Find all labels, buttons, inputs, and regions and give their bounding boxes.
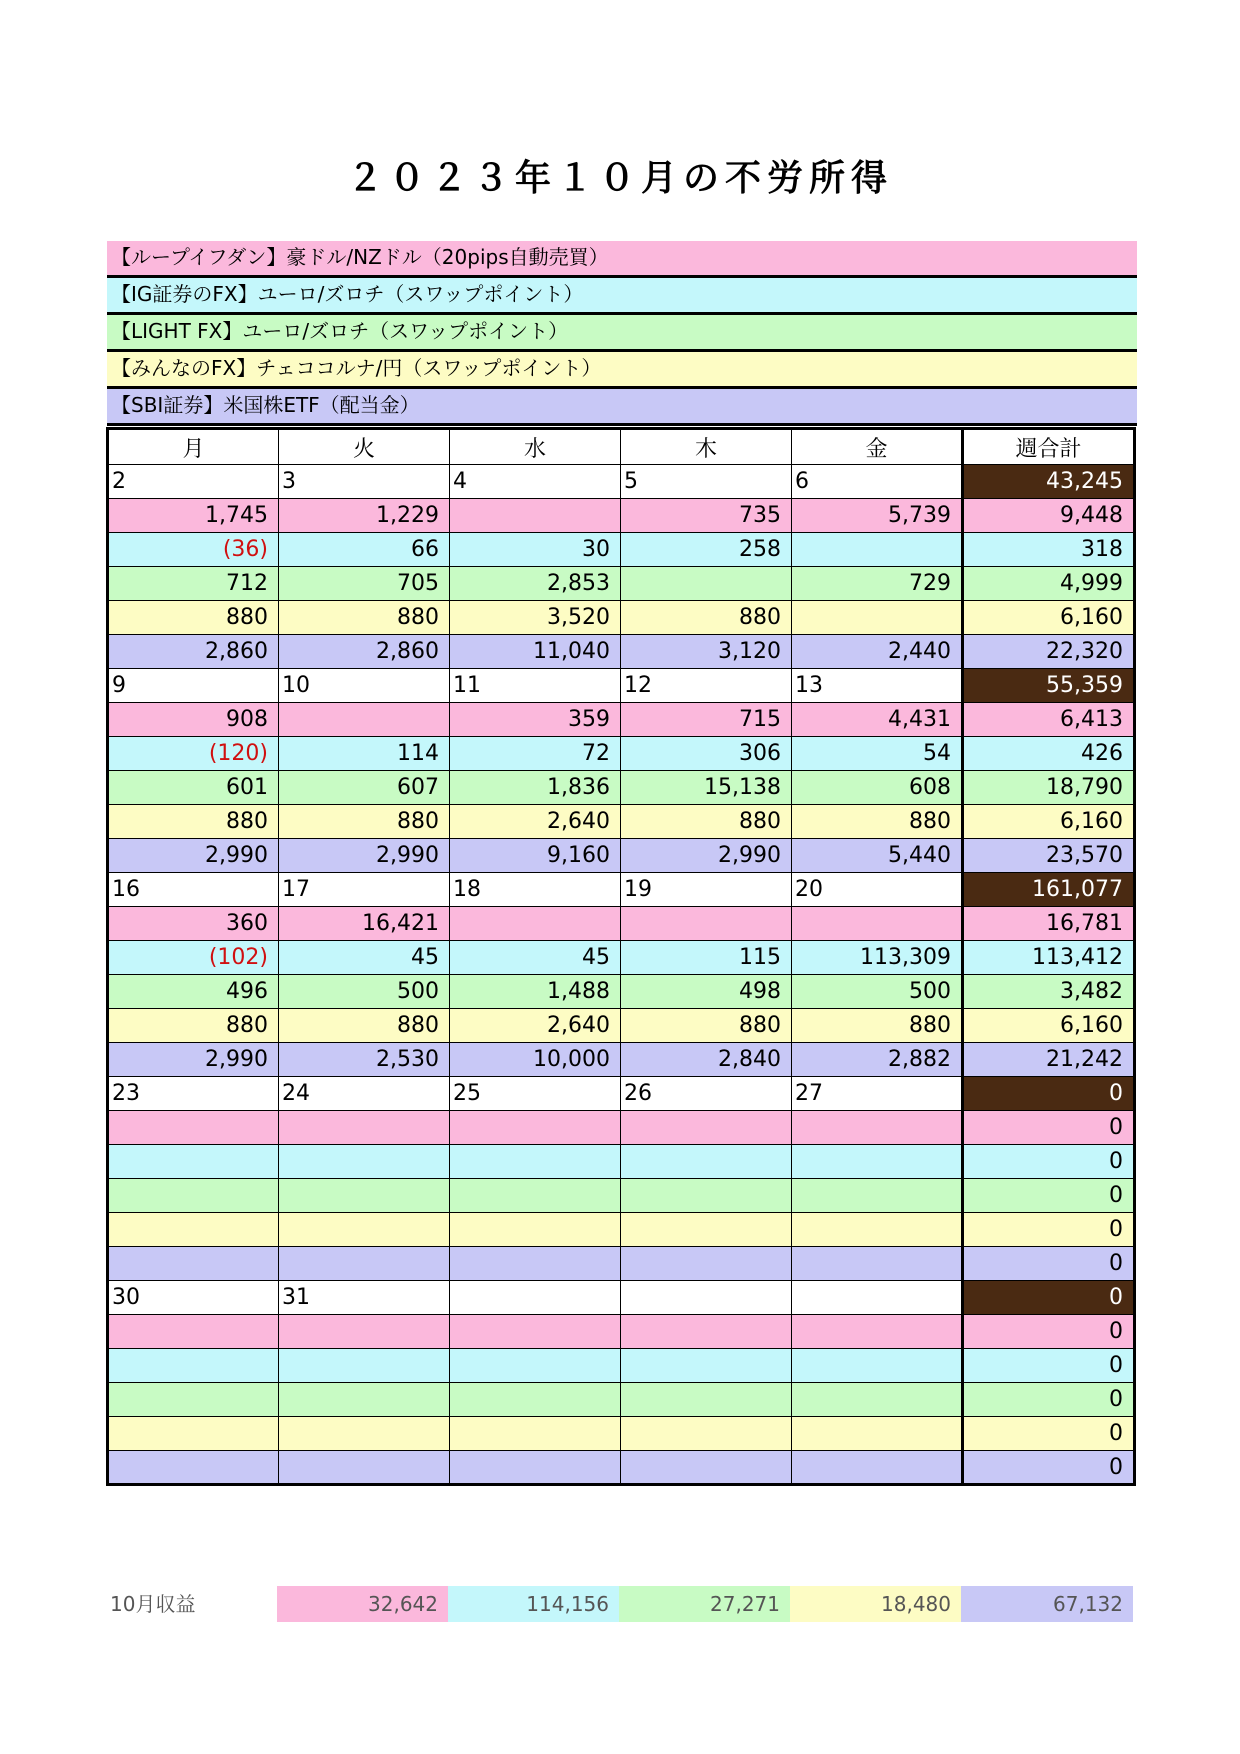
income-row-ig — [108, 737, 1135, 771]
income-cell: 45 — [279, 941, 450, 975]
row-total-cell: 0 — [963, 1179, 1135, 1213]
income-row-ig — [108, 533, 1135, 567]
row-total-cell: 318 — [963, 533, 1135, 567]
income-cell — [450, 1315, 621, 1349]
income-cell — [450, 1383, 621, 1417]
income-row-loop — [108, 1111, 1135, 1145]
date-cell: 12 — [621, 669, 792, 703]
income-cell — [621, 1417, 792, 1451]
legend — [107, 241, 1137, 426]
income-cell — [108, 1349, 279, 1383]
row-total-cell: 0 — [963, 1349, 1135, 1383]
income-cell — [621, 1179, 792, 1213]
header-mon: 月 — [108, 429, 279, 465]
income-row-light — [108, 975, 1135, 1009]
income-row-sbi — [108, 1043, 1135, 1077]
row-total-cell: 23,570 — [963, 839, 1135, 873]
week-total-cell: 0 — [963, 1281, 1135, 1315]
row-total-cell: 6,160 — [963, 805, 1135, 839]
income-cell: 10,000 — [450, 1043, 621, 1077]
row-total-cell: 16,781 — [963, 907, 1135, 941]
income-cell: 500 — [279, 975, 450, 1009]
income-cell — [108, 1145, 279, 1179]
income-cell: 1,229 — [279, 499, 450, 533]
week-total-cell: 0 — [963, 1077, 1135, 1111]
header-wed: 水 — [450, 429, 621, 465]
income-cell — [108, 1451, 279, 1485]
income-row-sbi — [108, 635, 1135, 669]
date-cell: 19 — [621, 873, 792, 907]
income-cell — [450, 907, 621, 941]
row-total-cell: 0 — [963, 1383, 1135, 1417]
income-cell — [108, 1111, 279, 1145]
income-cell: 1,745 — [108, 499, 279, 533]
income-cell: 113,309 — [792, 941, 963, 975]
income-cell — [621, 567, 792, 601]
legend-item-loop: 【ループイフダン】豪ドル/NZドル（20pips自動売買） — [107, 241, 1137, 278]
income-cell: 2,990 — [621, 839, 792, 873]
income-row-loop — [108, 1315, 1135, 1349]
income-cell — [450, 1145, 621, 1179]
income-cell: 11,040 — [450, 635, 621, 669]
income-cell — [621, 1111, 792, 1145]
date-cell: 24 — [279, 1077, 450, 1111]
income-cell — [621, 1349, 792, 1383]
page-title: ２０２３年１０月の不労所得 — [346, 158, 893, 199]
legend-item-sbi: 【SBI証券】米国株ETF（配当金） — [107, 389, 1137, 426]
header-fri: 金 — [792, 429, 963, 465]
income-cell: 2,853 — [450, 567, 621, 601]
income-row-sbi — [108, 839, 1135, 873]
header-tue: 火 — [279, 429, 450, 465]
income-cell: 2,840 — [621, 1043, 792, 1077]
income-row-light — [108, 1179, 1135, 1213]
income-row-sbi — [108, 1451, 1135, 1485]
income-calendar-table — [106, 427, 1136, 1486]
row-total-cell: 0 — [963, 1213, 1135, 1247]
income-cell: 2,882 — [792, 1043, 963, 1077]
income-cell: 880 — [792, 805, 963, 839]
row-total-cell: 3,482 — [963, 975, 1135, 1009]
income-cell: 496 — [108, 975, 279, 1009]
income-cell: 880 — [621, 1009, 792, 1043]
income-cell: 880 — [279, 805, 450, 839]
date-row — [108, 1077, 1135, 1111]
income-cell — [450, 1349, 621, 1383]
income-cell: 54 — [792, 737, 963, 771]
header-row — [108, 429, 1135, 465]
date-cell: 10 — [279, 669, 450, 703]
income-cell — [108, 1179, 279, 1213]
row-total-cell: 6,160 — [963, 1009, 1135, 1043]
income-cell — [108, 1383, 279, 1417]
date-cell — [450, 1281, 621, 1315]
summary-label: 10月収益 — [110, 1592, 196, 1616]
income-cell — [621, 907, 792, 941]
income-row-minna — [108, 601, 1135, 635]
income-cell: 5,440 — [792, 839, 963, 873]
monthly-summary — [106, 1586, 1136, 1622]
date-cell: 4 — [450, 465, 621, 499]
income-cell — [792, 601, 963, 635]
income-row-minna — [108, 805, 1135, 839]
row-total-cell: 0 — [963, 1451, 1135, 1485]
legend-item-minna: 【みんなのFX】チェココルナ/円（スワップポイント） — [107, 352, 1137, 389]
income-cell — [450, 1213, 621, 1247]
income-cell: 115 — [621, 941, 792, 975]
income-cell — [792, 1179, 963, 1213]
date-cell: 26 — [621, 1077, 792, 1111]
income-cell — [279, 1417, 450, 1451]
week-total-cell: 43,245 — [963, 465, 1135, 499]
date-row — [108, 873, 1135, 907]
income-cell — [792, 1383, 963, 1417]
income-cell: (102) — [108, 941, 279, 975]
summary-total-loop: 32,642 — [277, 1586, 448, 1622]
income-cell: 908 — [108, 703, 279, 737]
income-row-light — [108, 567, 1135, 601]
income-cell: 880 — [279, 601, 450, 635]
income-cell: 2,860 — [108, 635, 279, 669]
income-cell: 9,160 — [450, 839, 621, 873]
income-cell: 880 — [108, 805, 279, 839]
income-cell: 500 — [792, 975, 963, 1009]
row-total-cell: 0 — [963, 1111, 1135, 1145]
income-row-minna — [108, 1009, 1135, 1043]
week-total-cell: 55,359 — [963, 669, 1135, 703]
date-cell: 27 — [792, 1077, 963, 1111]
income-cell — [621, 1451, 792, 1485]
date-cell: 23 — [108, 1077, 279, 1111]
income-cell — [621, 1145, 792, 1179]
income-row-loop — [108, 499, 1135, 533]
summary-total-minna: 18,480 — [790, 1586, 961, 1622]
row-total-cell: 4,999 — [963, 567, 1135, 601]
income-cell — [279, 1145, 450, 1179]
income-cell — [792, 1349, 963, 1383]
legend-item-ig: 【IG証券のFX】ユーロ/ズロチ（スワップポイント） — [107, 278, 1137, 315]
income-cell: 72 — [450, 737, 621, 771]
income-cell: 45 — [450, 941, 621, 975]
date-cell: 17 — [279, 873, 450, 907]
income-cell — [450, 1247, 621, 1281]
income-cell — [279, 1383, 450, 1417]
week-total-cell: 161,077 — [963, 873, 1135, 907]
income-cell: 880 — [108, 1009, 279, 1043]
income-cell — [450, 1417, 621, 1451]
income-cell — [279, 1349, 450, 1383]
income-cell — [279, 1451, 450, 1485]
income-cell: 66 — [279, 533, 450, 567]
date-cell: 9 — [108, 669, 279, 703]
income-cell: 306 — [621, 737, 792, 771]
date-row — [108, 669, 1135, 703]
header-week-total: 週合計 — [963, 429, 1135, 465]
income-cell: 880 — [792, 1009, 963, 1043]
income-cell — [108, 1247, 279, 1281]
income-cell — [450, 1111, 621, 1145]
income-cell — [450, 499, 621, 533]
row-total-cell: 22,320 — [963, 635, 1135, 669]
income-cell: 601 — [108, 771, 279, 805]
income-cell — [621, 1247, 792, 1281]
date-cell: 2 — [108, 465, 279, 499]
income-row-sbi — [108, 1247, 1135, 1281]
income-cell: 2,990 — [108, 1043, 279, 1077]
date-cell: 31 — [279, 1281, 450, 1315]
income-cell: 359 — [450, 703, 621, 737]
income-cell — [792, 1247, 963, 1281]
income-cell: 1,488 — [450, 975, 621, 1009]
income-cell: 498 — [621, 975, 792, 1009]
income-cell: 114 — [279, 737, 450, 771]
income-row-ig — [108, 1145, 1135, 1179]
income-row-minna — [108, 1213, 1135, 1247]
row-total-cell: 0 — [963, 1315, 1135, 1349]
income-cell — [792, 1451, 963, 1485]
row-total-cell: 0 — [963, 1417, 1135, 1451]
income-cell — [108, 1417, 279, 1451]
row-total-cell: 21,242 — [963, 1043, 1135, 1077]
income-cell — [108, 1213, 279, 1247]
income-cell — [621, 1315, 792, 1349]
date-cell: 16 — [108, 873, 279, 907]
income-cell: 258 — [621, 533, 792, 567]
row-total-cell: 9,448 — [963, 499, 1135, 533]
summary-total-sbi: 67,132 — [961, 1586, 1133, 1622]
income-cell: 2,640 — [450, 1009, 621, 1043]
income-cell — [792, 1315, 963, 1349]
income-cell — [792, 1213, 963, 1247]
income-cell — [279, 1111, 450, 1145]
header-thu: 木 — [621, 429, 792, 465]
row-total-cell: 18,790 — [963, 771, 1135, 805]
income-cell: (36) — [108, 533, 279, 567]
date-row — [108, 1281, 1135, 1315]
income-row-ig — [108, 941, 1135, 975]
income-cell: 880 — [621, 601, 792, 635]
income-cell: 735 — [621, 499, 792, 533]
income-cell: 712 — [108, 567, 279, 601]
row-total-cell: 6,160 — [963, 601, 1135, 635]
income-row-ig — [108, 1349, 1135, 1383]
row-total-cell: 426 — [963, 737, 1135, 771]
income-cell — [279, 703, 450, 737]
income-cell: 880 — [108, 601, 279, 635]
income-cell — [450, 1179, 621, 1213]
row-total-cell: 6,413 — [963, 703, 1135, 737]
income-cell: 2,990 — [108, 839, 279, 873]
date-cell — [792, 1281, 963, 1315]
income-cell: 2,860 — [279, 635, 450, 669]
date-row — [108, 465, 1135, 499]
date-cell: 20 — [792, 873, 963, 907]
income-cell: 705 — [279, 567, 450, 601]
income-cell: 3,120 — [621, 635, 792, 669]
income-row-loop — [108, 907, 1135, 941]
row-total-cell: 113,412 — [963, 941, 1135, 975]
income-cell: 1,836 — [450, 771, 621, 805]
income-cell: 2,530 — [279, 1043, 450, 1077]
income-cell — [621, 1383, 792, 1417]
income-cell: 5,739 — [792, 499, 963, 533]
income-cell: 3,520 — [450, 601, 621, 635]
income-cell: 880 — [279, 1009, 450, 1043]
date-cell: 25 — [450, 1077, 621, 1111]
income-cell — [792, 1111, 963, 1145]
income-cell: 30 — [450, 533, 621, 567]
date-cell: 6 — [792, 465, 963, 499]
income-cell: 16,421 — [279, 907, 450, 941]
row-total-cell: 0 — [963, 1247, 1135, 1281]
income-cell — [279, 1247, 450, 1281]
legend-item-light: 【LIGHT FX】ユーロ/ズロチ（スワップポイント） — [107, 315, 1137, 352]
income-cell: 880 — [621, 805, 792, 839]
date-cell: 30 — [108, 1281, 279, 1315]
income-cell: 715 — [621, 703, 792, 737]
summary-total-light: 27,271 — [619, 1586, 790, 1622]
income-cell — [621, 1213, 792, 1247]
row-total-cell: 0 — [963, 1145, 1135, 1179]
income-cell: (120) — [108, 737, 279, 771]
income-cell: 15,138 — [621, 771, 792, 805]
income-cell — [792, 1145, 963, 1179]
income-cell: 607 — [279, 771, 450, 805]
income-cell: 360 — [108, 907, 279, 941]
date-cell: 5 — [621, 465, 792, 499]
income-cell — [279, 1213, 450, 1247]
summary-total-ig: 114,156 — [448, 1586, 619, 1622]
income-cell — [792, 907, 963, 941]
income-cell — [108, 1315, 279, 1349]
income-row-loop — [108, 703, 1135, 737]
income-cell: 2,990 — [279, 839, 450, 873]
income-cell — [792, 1417, 963, 1451]
date-cell: 3 — [279, 465, 450, 499]
date-cell: 13 — [792, 669, 963, 703]
income-cell: 729 — [792, 567, 963, 601]
income-cell — [279, 1179, 450, 1213]
income-cell: 4,431 — [792, 703, 963, 737]
income-row-light — [108, 1383, 1135, 1417]
income-cell: 2,640 — [450, 805, 621, 839]
income-cell — [279, 1315, 450, 1349]
date-cell: 11 — [450, 669, 621, 703]
income-cell — [792, 533, 963, 567]
date-cell: 18 — [450, 873, 621, 907]
date-cell — [621, 1281, 792, 1315]
income-cell: 608 — [792, 771, 963, 805]
income-row-minna — [108, 1417, 1135, 1451]
income-cell: 2,440 — [792, 635, 963, 669]
income-row-light — [108, 771, 1135, 805]
income-cell — [450, 1451, 621, 1485]
